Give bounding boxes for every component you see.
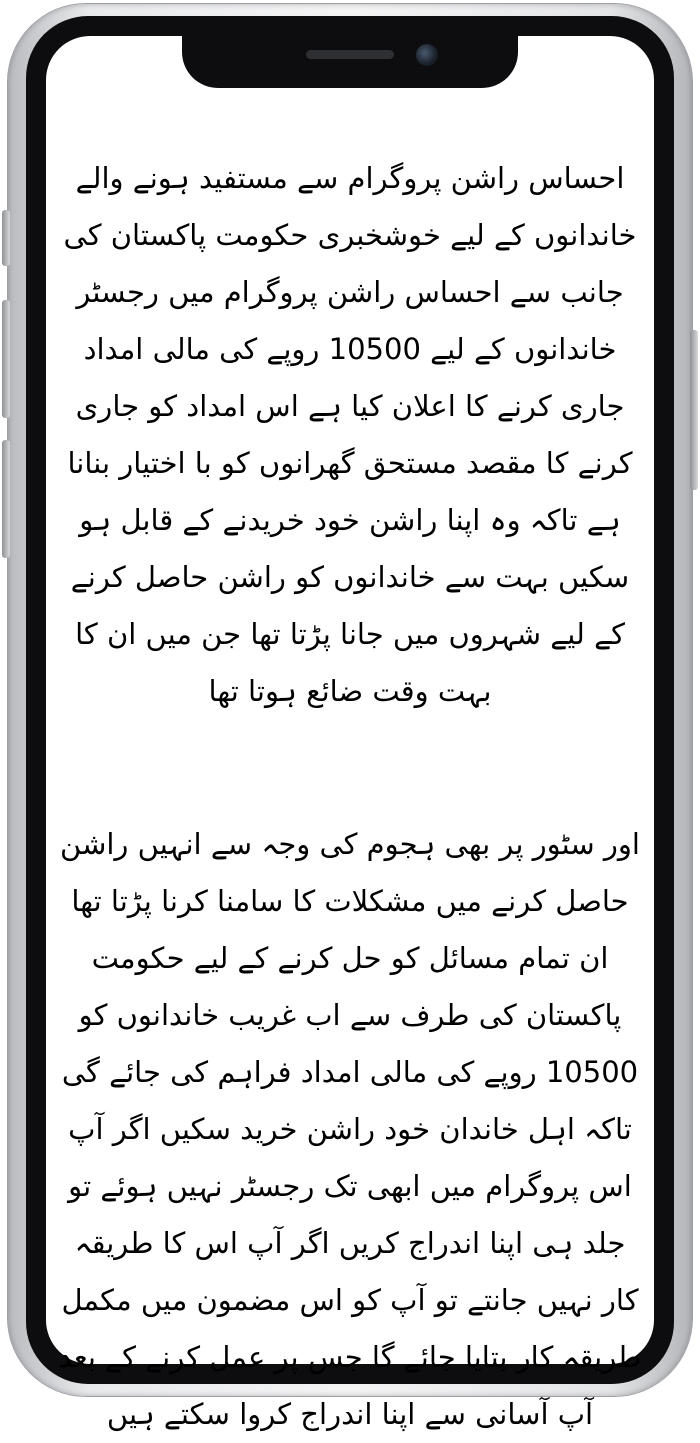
front-camera-icon: [416, 44, 438, 66]
left-side-button-top: [2, 210, 10, 266]
right-side-button: [690, 330, 698, 490]
article-body: [56, 150, 644, 1443]
article-paragraph-1: احساس راشن پروگرام سے مستفید ہونے والے خاندانوں کے لیے خوشخبری حکومت پاکستان کی جانب سے احساس راشن پروگرام میں رجسٹر خاندانوں کے لیے 10500 روپے کی مالی امداد جاری کرنے کا اعلان کیا ہے اس امداد کو جاری کرنے کا مقصد مستحق گھرانوں کو با اختیار بنانا ہے تاکہ وہ اپنا راشن خود خریدنے کے قابل ہو سکیں بہت سے خاندانوں کو راشن حاصل کرنے کے لیے شہروں میں جانا پڑتا تھا جن میں ان کا بہت وقت ضائع ہوتا تھا: [63, 161, 637, 708]
article-paragraph-2: اور سٹور پر بھی ہجوم کی وجہ سے انہیں راشن حاصل کرنے میں مشکلات کا سامنا کرنا پڑتا تھا ان تمام مسائل کو حل کرنے کے لیے حکومت پاکستان کی طرف سے اب غریب خاندانوں کو 10500 روپے کی مالی امداد فراہم کی جائے گی تاکہ اہل خاندان خود راشن خرید سکیں اگر آپ اس پروگرام میں ابھی تک رجسٹر نہیں ہوئے تو جلد ہی اپنا اندراج کریں اگر آپ اس کا طریقہ کار نہیں جانتے تو آپ کو اس مضمون میں مکمل طریقہ کار بتایا جائے گا جس پر عمل کرنے کے بعد آپ آسانی سے اپنا اندراج کروا سکتے ہیں: [58, 827, 642, 1431]
speaker-grille: [306, 50, 394, 59]
phone-notch: [182, 30, 518, 88]
left-side-button-middle: [2, 300, 10, 418]
left-side-button-bottom: [2, 440, 10, 558]
